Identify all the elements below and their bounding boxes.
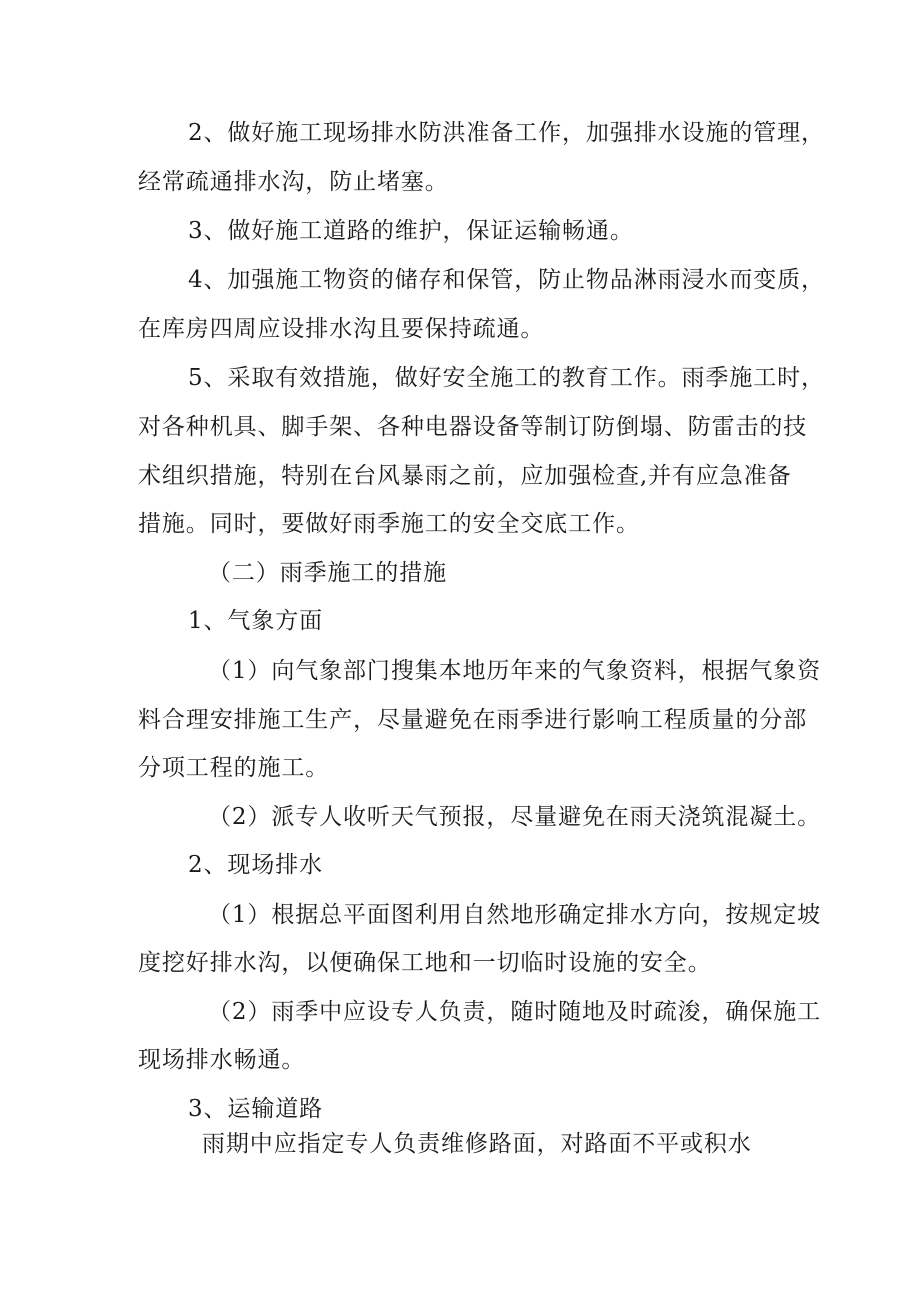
paragraph-line: （2）雨季中应设专人负责，随时随地及时疏浚，确保施工 xyxy=(208,999,822,1025)
paragraph-line: 5、采取有效措施，做好安全施工的教育工作。雨季施工时， xyxy=(188,365,825,391)
subsection-heading: 1、气象方面 xyxy=(188,608,324,634)
paragraph-line: 3、做好施工道路的维护，保证运输畅通。 xyxy=(188,218,634,244)
paragraph-line: 现场排水畅通。 xyxy=(138,1047,306,1073)
paragraph-line: （2）派专人收听天气预报，尽量避免在雨天浇筑混凝土。 xyxy=(208,804,822,830)
section-heading: （二）雨季施工的措施 xyxy=(208,560,447,586)
paragraph-line: （1）向气象部门搜集本地历年来的气象资料，根据气象资 xyxy=(208,658,822,684)
paragraph-line: 度挖好排水沟，以便确保工地和一切临时设施的安全。 xyxy=(138,950,712,976)
paragraph-line: 对各种机具、脚手架、各种电器设备等制订防倒塌、防雷击的技 xyxy=(138,414,808,440)
paragraph-line: 术组织措施，特别在台风暴雨之前，应加强检查,并有应急准备 xyxy=(138,463,792,489)
paragraph-line: 料合理安排施工生产，尽量避免在雨季进行影响工程质量的分部 xyxy=(138,707,808,733)
subsection-heading: 2、现场排水 xyxy=(188,852,324,878)
paragraph-line: 措施。同时，要做好雨季施工的安全交底工作。 xyxy=(138,511,640,537)
paragraph-line: 分项工程的施工。 xyxy=(138,755,330,781)
paragraph-line: 在库房四周应设排水沟且要保持疏通。 xyxy=(138,316,545,342)
subsection-heading: 3、运输道路 xyxy=(188,1096,324,1122)
paragraph-line: （1）根据总平面图利用自然地形确定排水方向，按规定坡 xyxy=(208,902,822,928)
paragraph-line: 2、做好施工现场排水防洪准备工作，加强排水设施的管理， xyxy=(188,120,825,146)
paragraph-line: 4、加强施工物资的储存和保管，防止物品淋雨浸水而变质， xyxy=(188,267,825,293)
paragraph-line: 经常疏通排水沟，防止堵塞。 xyxy=(138,169,449,195)
paragraph-line: 雨期中应指定专人负责维修路面，对路面不平或积水 xyxy=(202,1131,752,1157)
